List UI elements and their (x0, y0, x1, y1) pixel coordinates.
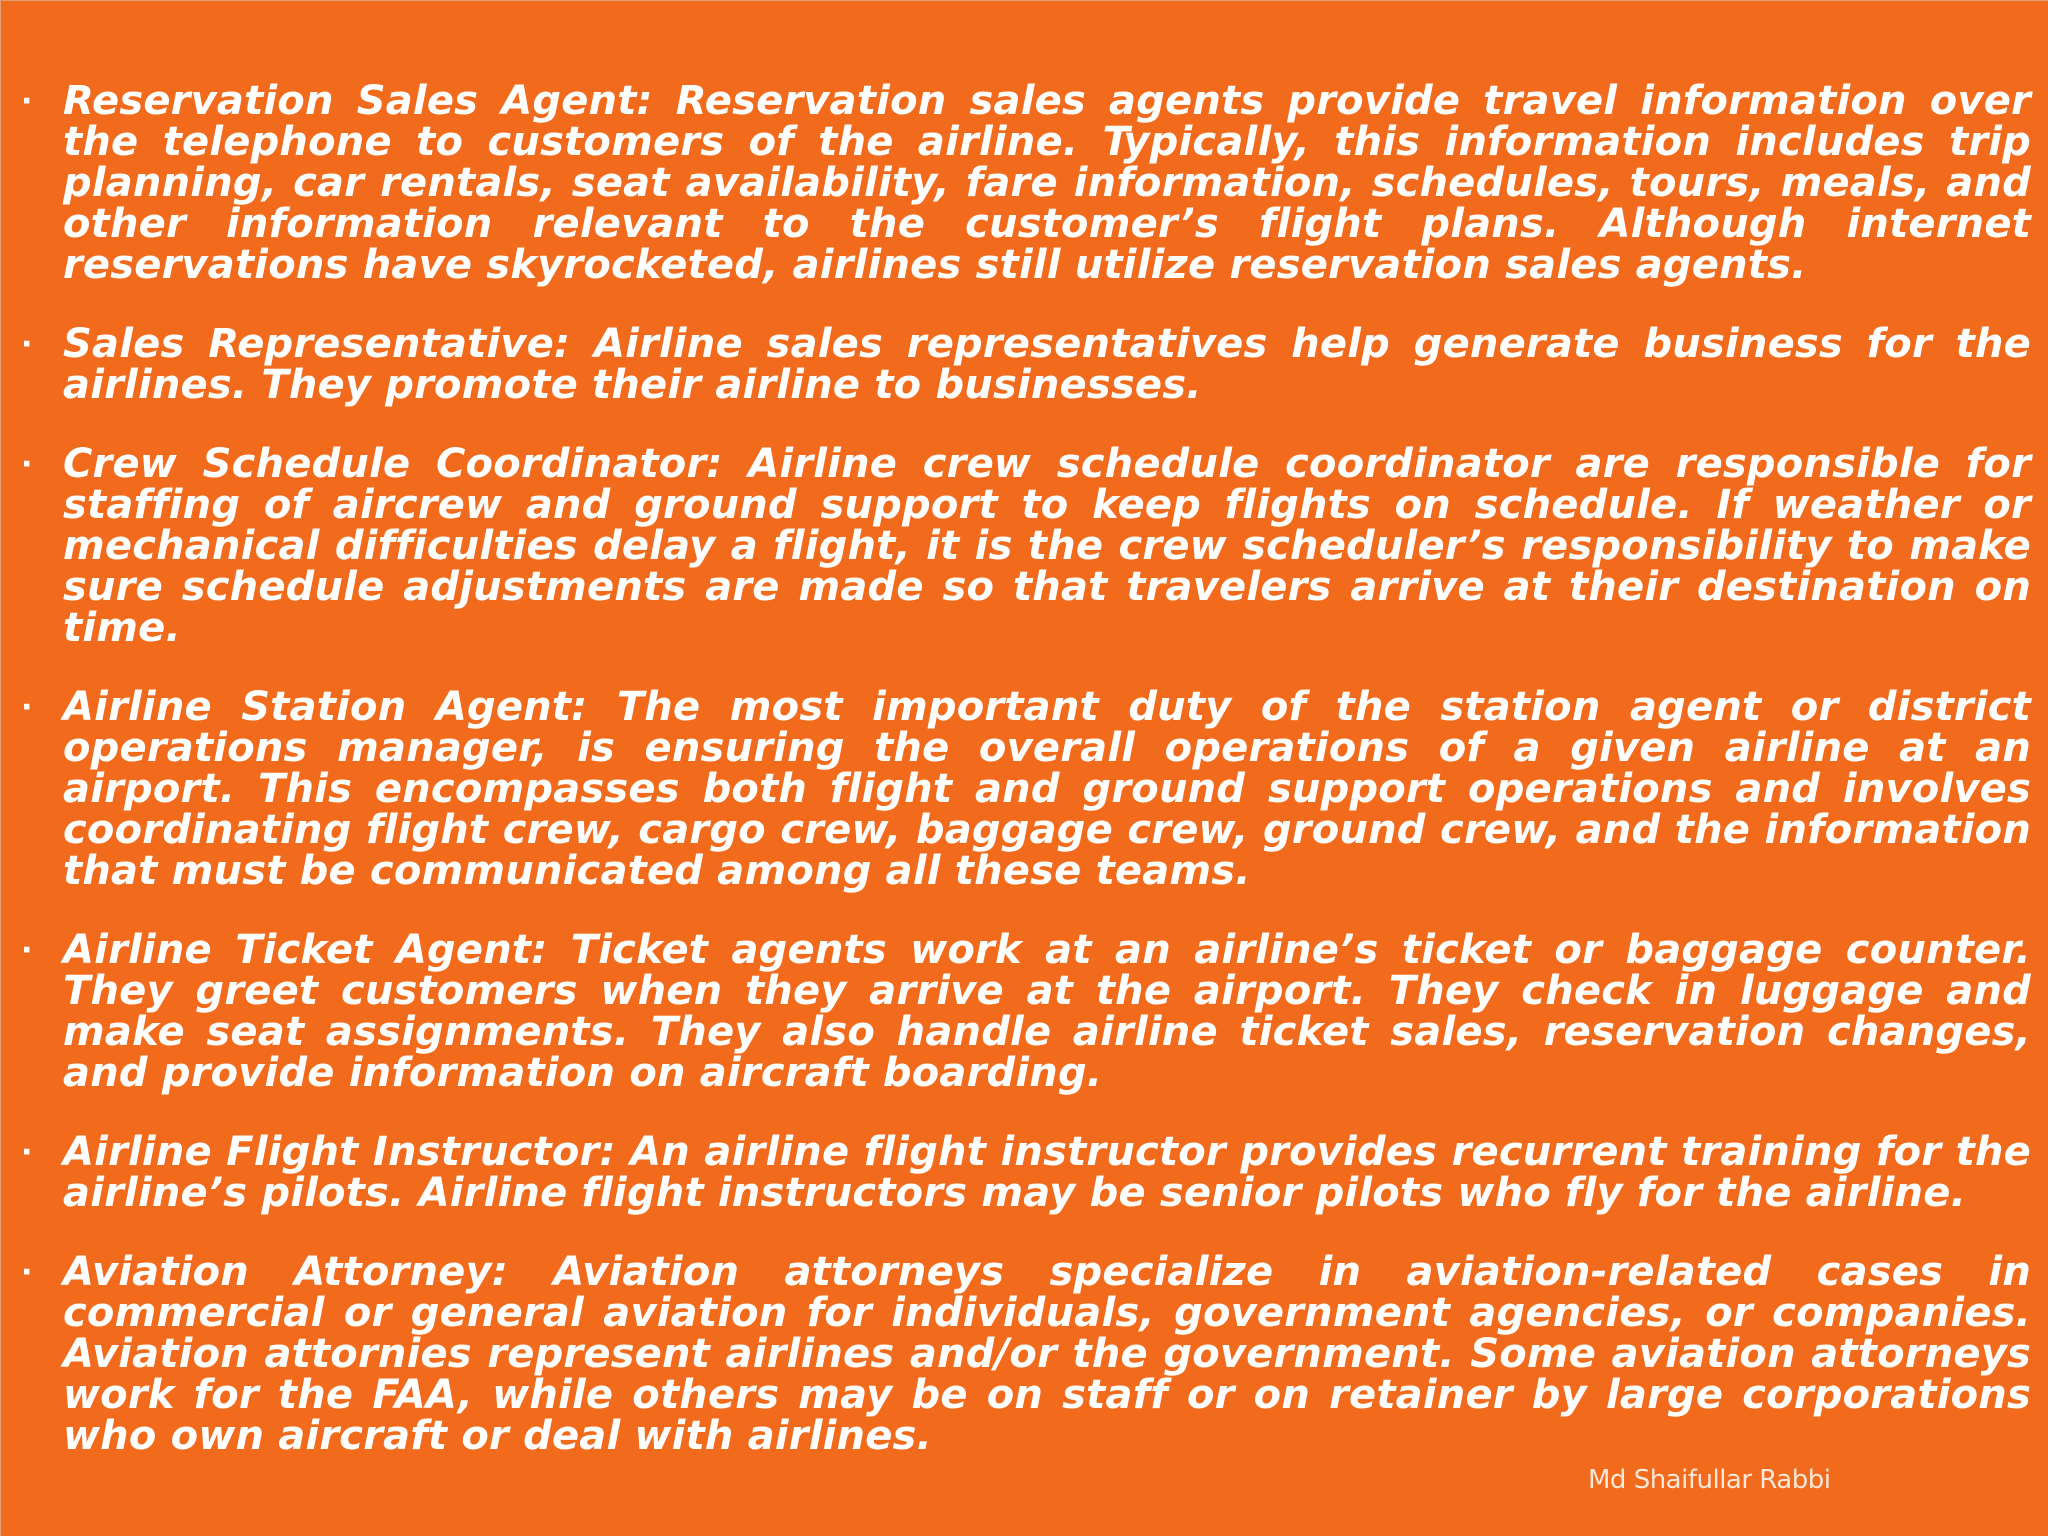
list-item-sales-representative (21, 321, 2031, 408)
author-footer: Md Shaifullar Rabbi (1588, 1465, 1831, 1495)
list-item-text: Airline Flight Instructor: An airline flight instructor provides recurrent training for the airline’s pilots. Airline flight instructors may be senior pilots who fly for the airline. (63, 1129, 2031, 1216)
bullet-icon: · (21, 1135, 33, 1170)
list-item-airline-ticket-agent (21, 927, 2031, 1096)
list-item-aviation-attorney (21, 1249, 2031, 1459)
list-item-text: Airline Ticket Agent: Ticket agents work at an airline’s ticket or baggage counter. They greet customers when they arrive at the airport. They check in luggage and make seat assignments. They also handle airline ticket sales, reservation changes, and provide information on aircraft boarding. (63, 927, 2031, 1096)
list-item-text: Crew Schedule Coordinator: Airline crew schedule coordinator are responsible for staffing of aircrew and ground support to keep flights on schedule. If weather or mechanical difficulties delay a flight, it is the crew scheduler’s responsibility to make sure schedule adjustments are made so that travelers arrive at their destination on time. (63, 441, 2031, 651)
list-item-crew-schedule-coordinator (21, 441, 2031, 651)
bullet-icon: · (21, 327, 33, 362)
list-item-reservation-sales-agent (21, 78, 2031, 288)
bullet-icon: · (21, 690, 33, 725)
bullet-icon: · (21, 84, 33, 119)
bullet-list (21, 78, 2031, 1495)
list-item-text: Aviation Attorney: Aviation attorneys specialize in aviation-related cases in commercial or general aviation for individuals, government agencies, or companies. Aviation attornies represent airlines and/or the government. Some aviation attorneys work for the FAA, while others may be on staff or on retainer by large corporations who own aircraft or deal with airlines. (63, 1249, 2031, 1459)
bullet-icon: · (21, 933, 33, 968)
list-item-airline-flight-instructor (21, 1129, 2031, 1216)
bullet-icon: · (21, 447, 33, 482)
list-item-text: Sales Representative: Airline sales representatives help generate business for the airlines. They promote their airline to businesses. (63, 321, 2031, 408)
list-item-text: Reservation Sales Agent: Reservation sales agents provide travel information over the telephone to customers of the airline. Typically, this information includes trip planning, car rentals, seat availability, fare information, schedules, tours, meals, and other information relevant to the customer’s flight plans. Although internet reservations have skyrocketed, airlines still utilize reservation sales agents. (63, 78, 2031, 288)
list-item-airline-station-agent (21, 684, 2031, 894)
bullet-icon: · (21, 1255, 33, 1290)
list-item-text: Airline Station Agent: The most important duty of the station agent or district operations manager, is ensuring the overall operations of a given airline at an airport. This encompasses both flight and ground support operations and involves coordinating flight crew, cargo crew, baggage crew, ground crew, and the information that must be communicated among all these teams. (63, 684, 2031, 894)
